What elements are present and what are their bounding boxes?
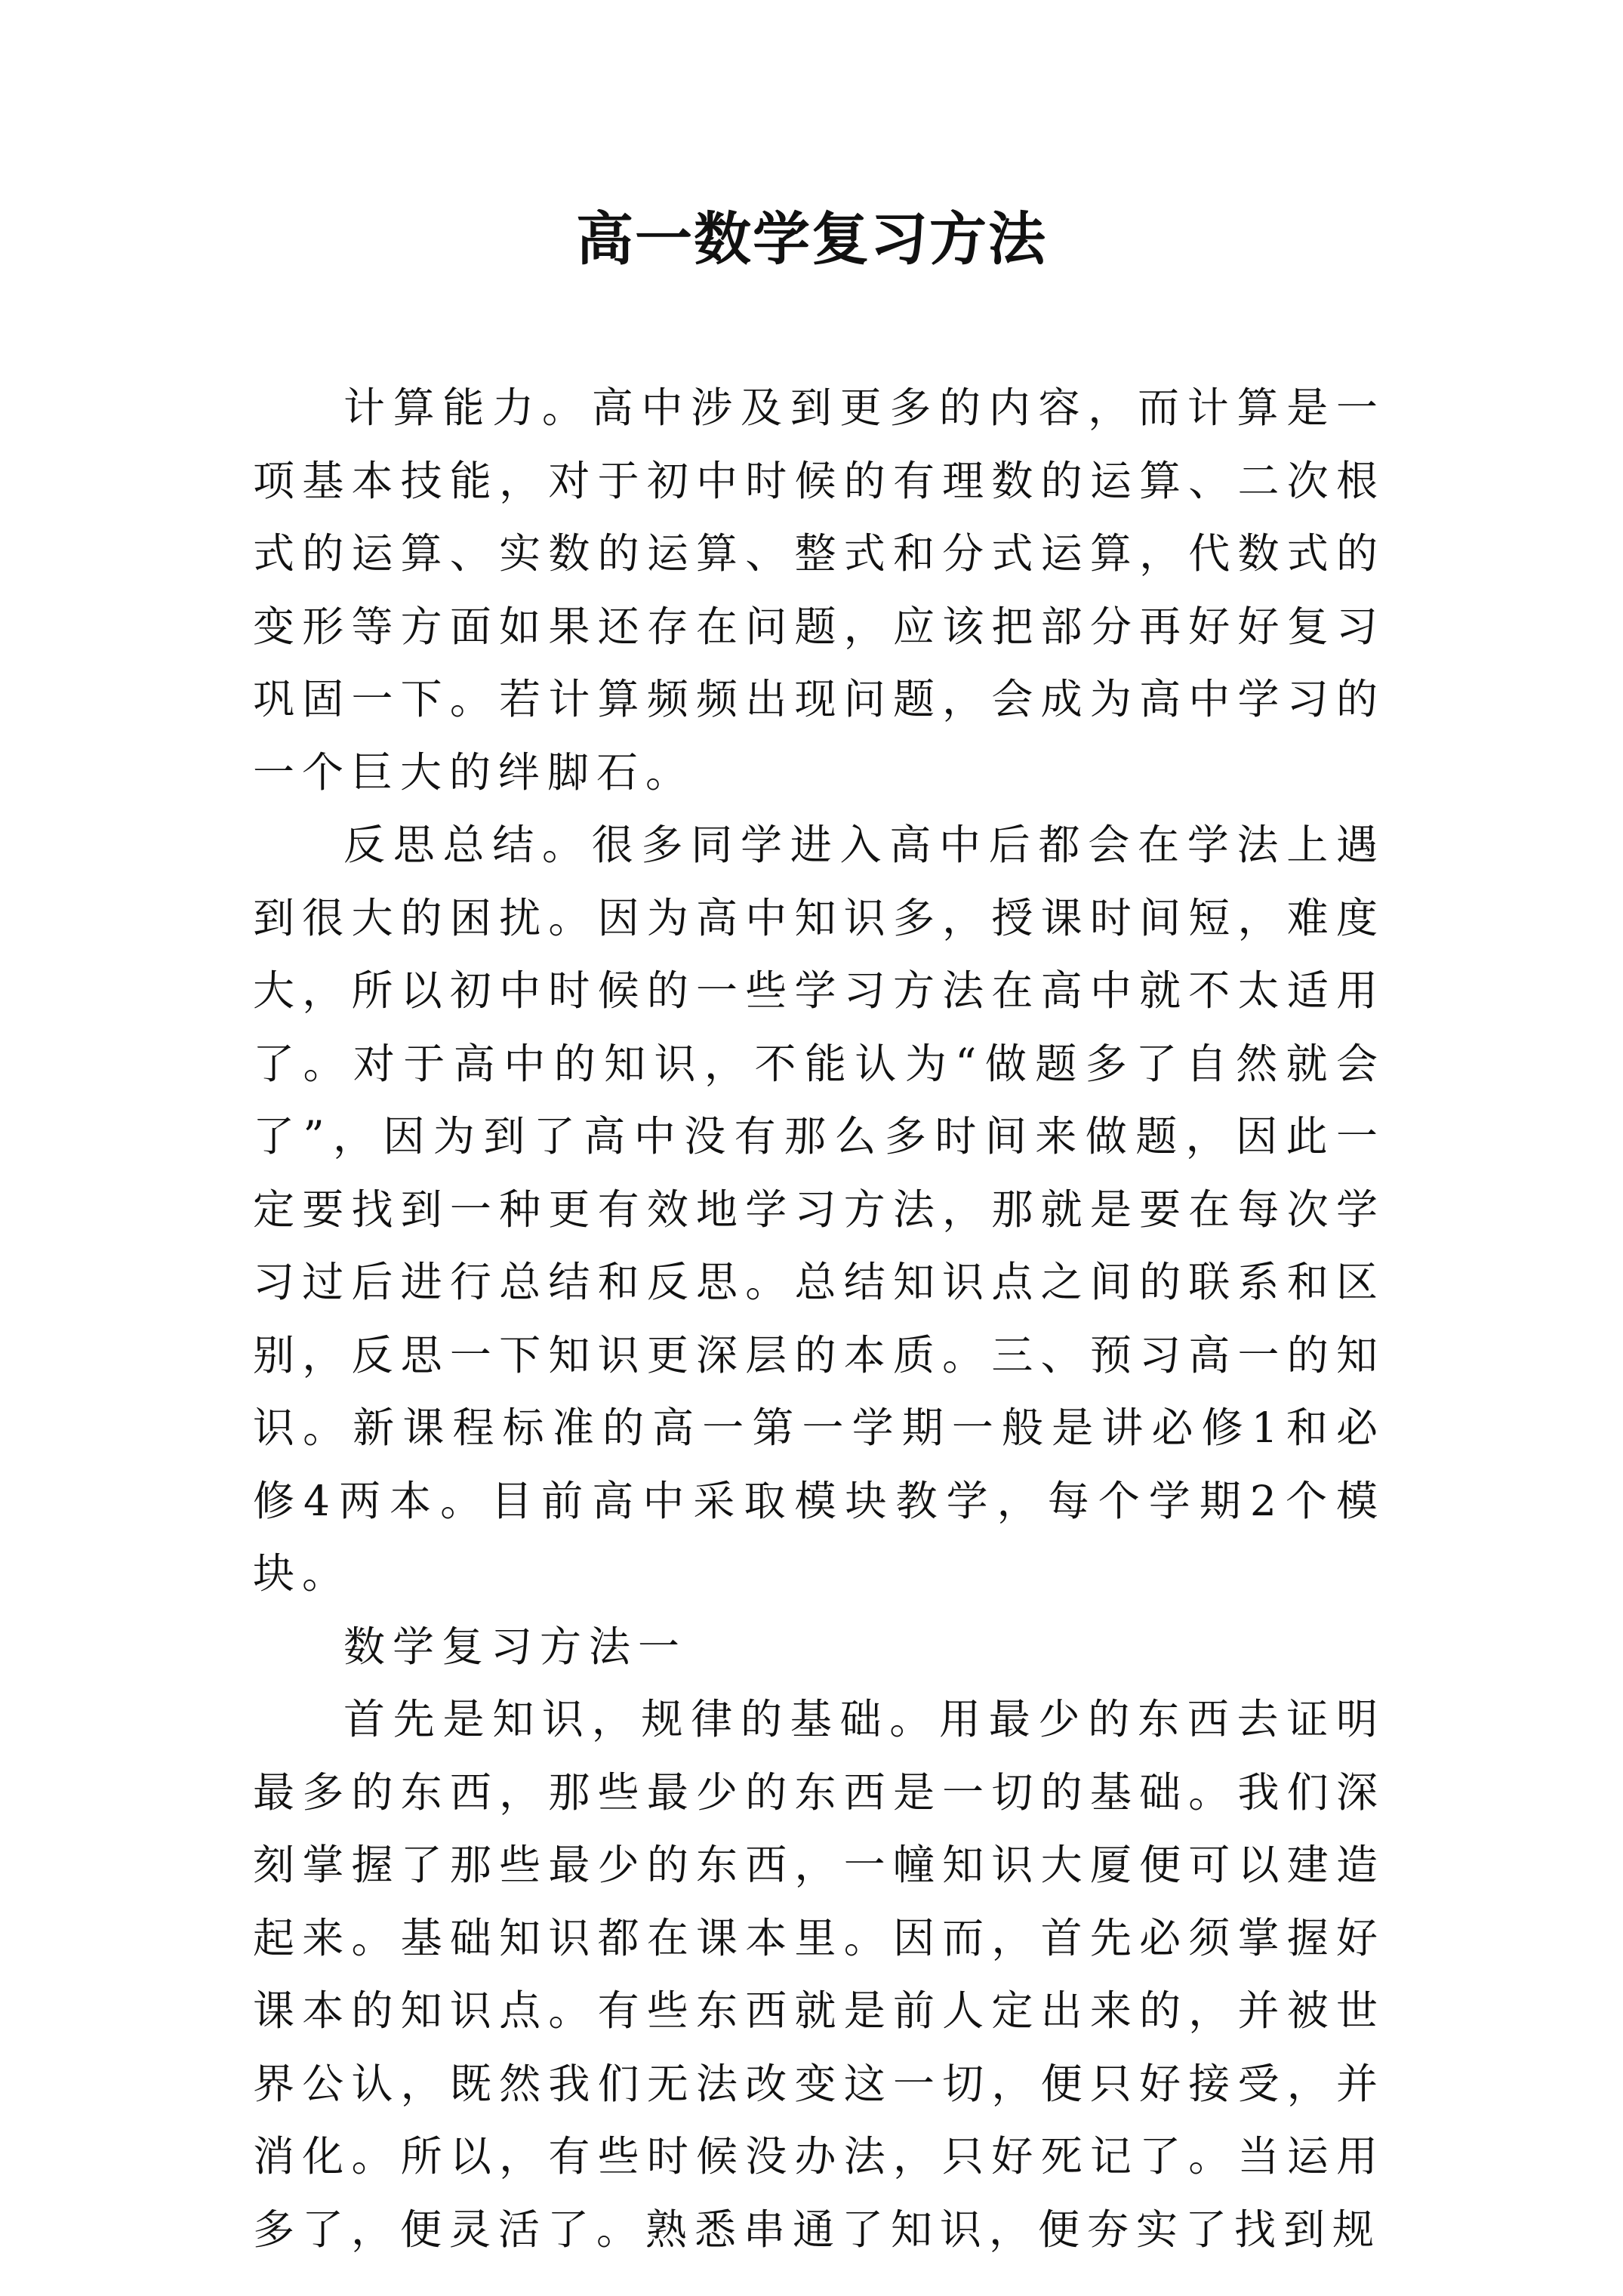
paragraph-reflection-summary: 反思总结。很多同学进入高中后都会在学法上遇到很大的困扰。因为高中知识多，授课时间短，难度大，所以初中时候的一些学习方法在高中就不太适用了。对于高中的知识，不能认为“做题多了自然就会了”，因为到了高中没有那么多时间来做题，因此一定要找到一种更有效地学习方法，那就是要在每次学习过后进行总结和反思。总结知识点之间的联系和区别，反思一下知识更深层的本质。三、预习高一的知识。新课程标准的高一第一学期一般是讲必修1和必修4两本。目前高中采取模块教学，每个学期2个模块。 (253, 821, 1385, 1598)
document-body (253, 371, 1385, 2266)
section-heading-method-one: 数学复习方法一 (343, 1622, 688, 1671)
paragraph-knowledge-foundation: 首先是知识，规律的基础。用最少的东西去证明最多的东西，那些最少的东西是一切的基础。我们深刻掌握了那些最少的东西，一幢知识大厦便可以建造起来。基础知识都在课本里。因而，首先必须掌握好课本的知识点。有些东西就是前人定出来的，并被世界公认，既然我们无法改变这一切，便只好接受，并消化。所以，有些时候没办法，只好死记了。当运用多了，便灵活了。熟悉串通了知识，便夯实了找到规 (253, 1695, 1385, 2254)
paragraph-computation-ability: 计算能力。高中涉及到更多的内容，而计算是一项基本技能，对于初中时候的有理数的运算、二次根式的运算、实数的运算、整式和分式运算，代数式的变形等方面如果还存在问题，应该把部分再好好复习巩固一下。若计算频频出现问题，会成为高中学习的一个巨大的绊脚石。 (253, 384, 1385, 797)
document-title: 高一数学复习方法 (576, 205, 1047, 273)
